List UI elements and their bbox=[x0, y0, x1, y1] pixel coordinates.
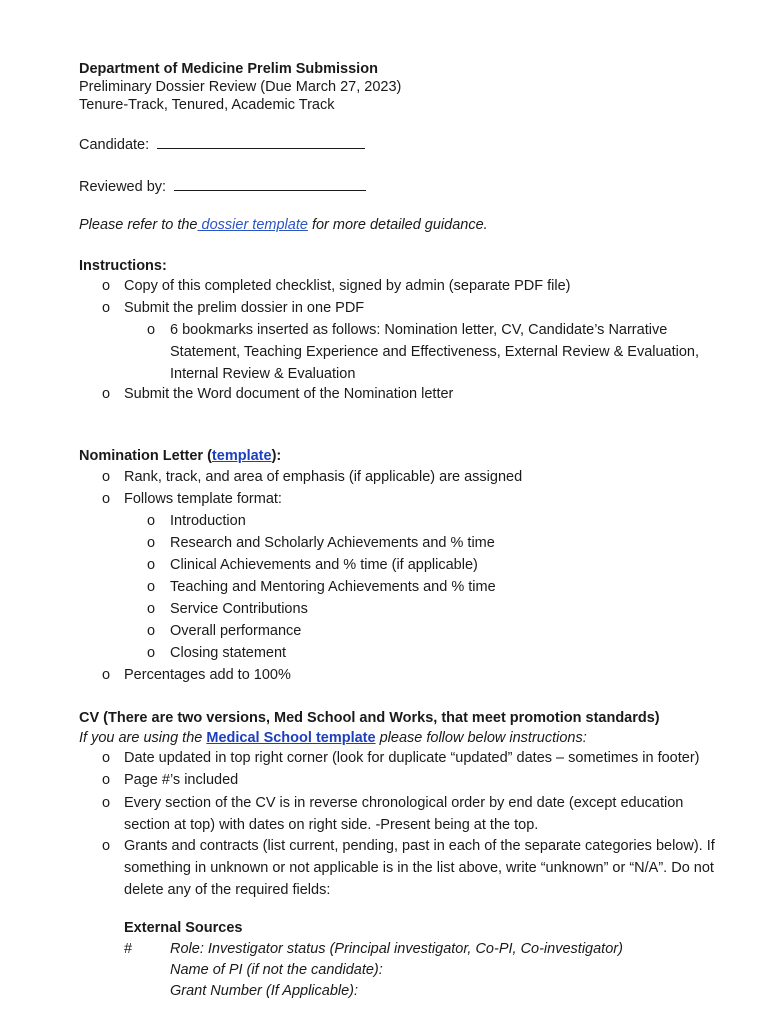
bullet-marker: o bbox=[102, 491, 111, 507]
sub-bullet-marker: o bbox=[147, 579, 156, 595]
bullet-marker: o bbox=[102, 300, 111, 316]
nomination-heading bbox=[79, 447, 281, 465]
nomination-item-2: Follows template format: bbox=[124, 491, 282, 507]
candidate-label: Candidate: bbox=[79, 137, 150, 153]
cv-item-1: Date updated in top right corner (look for duplicate “updated” dates – sometimes in footer) bbox=[124, 750, 700, 766]
nomination-sub-item: Teaching and Mentoring Achievements and % time bbox=[170, 579, 496, 595]
sub-bullet-marker: o bbox=[147, 601, 156, 617]
bullet-marker: o bbox=[102, 750, 111, 766]
nomination-heading-prefix: Nomination Letter ( bbox=[79, 448, 212, 464]
bullet-marker: o bbox=[102, 772, 111, 788]
cv-intro-suffix: please follow below instructions: bbox=[375, 730, 587, 746]
bullet-marker: o bbox=[102, 795, 111, 811]
reviewed-by-blank-line[interactable] bbox=[174, 176, 366, 191]
nomination-sub-item: Overall performance bbox=[170, 623, 302, 639]
candidate-field bbox=[79, 134, 365, 154]
guidance-note bbox=[79, 216, 488, 234]
medical-school-template-link[interactable]: Medical School template bbox=[206, 730, 376, 746]
cv-intro-prefix: If you are using the bbox=[79, 730, 207, 746]
hash-marker: # bbox=[124, 941, 133, 957]
sub-bullet-marker: o bbox=[147, 645, 156, 661]
bullet-marker: o bbox=[102, 278, 111, 294]
sub-bullet-marker: o bbox=[147, 557, 156, 573]
pi-name-line: Name of PI (if not the candidate): bbox=[170, 962, 383, 978]
cv-intro bbox=[79, 729, 587, 747]
sub-bullet-marker: o bbox=[147, 322, 156, 338]
nomination-sub-item: Research and Scholarly Achievements and % time bbox=[170, 535, 495, 551]
reviewed-by-field bbox=[79, 176, 366, 196]
nomination-item-3: Percentages add to 100% bbox=[124, 667, 291, 683]
bullet-marker: o bbox=[102, 667, 111, 683]
document-tracks: Tenure-Track, Tenured, Academic Track bbox=[79, 97, 335, 113]
document-subtitle: Preliminary Dossier Review (Due March 27, 2023) bbox=[79, 79, 402, 95]
document-title: Department of Medicine Prelim Submission bbox=[79, 61, 378, 77]
cv-item-3: Every section of the CV is in reverse chronological order by end date (except education section at top) with dates on right side. -Present being at the top. bbox=[124, 795, 684, 833]
sub-bullet-marker: o bbox=[147, 623, 156, 639]
instructions-item-1: Copy of this completed checklist, signed by admin (separate PDF file) bbox=[124, 278, 571, 294]
bullet-marker: o bbox=[102, 469, 111, 485]
nomination-template-link[interactable]: template bbox=[211, 448, 272, 464]
sub-bullet-marker: o bbox=[147, 535, 156, 551]
nomination-sub-item: Service Contributions bbox=[170, 601, 308, 617]
candidate-blank-line[interactable] bbox=[157, 134, 365, 149]
role-line: Role: Investigator status (Principal investigator, Co-PI, Co-investigator) bbox=[170, 941, 623, 957]
cv-heading: CV (There are two versions, Med School and Works, that meet promotion standards) bbox=[79, 710, 660, 726]
nomination-heading-suffix: ): bbox=[271, 448, 282, 464]
sub-bullet-marker: o bbox=[147, 513, 156, 529]
dossier-template-link[interactable]: dossier template bbox=[197, 217, 308, 233]
bullet-marker: o bbox=[102, 838, 111, 854]
nomination-sub-item: Clinical Achievements and % time (if applicable) bbox=[170, 557, 478, 573]
guidance-suffix: for more detailed guidance. bbox=[307, 217, 488, 233]
external-sources-heading: External Sources bbox=[124, 920, 243, 936]
cv-item-4: Grants and contracts (list current, pending, past in each of the separate categories below). If something in unknown or not applicable is in the list above, write “unknown” or “N/A”. Do not delete any of the required fields: bbox=[124, 838, 715, 898]
instructions-item-2-sub: 6 bookmarks inserted as follows: Nomination letter, CV, Candidate’s Narrative Statement, Teaching Experience and Effectiveness, External Review & Evaluation, Internal Review & Evaluation bbox=[170, 322, 700, 382]
cv-item-2: Page #’s included bbox=[124, 772, 239, 788]
guidance-prefix: Please refer to the bbox=[79, 217, 198, 233]
nomination-sub-item: Introduction bbox=[170, 513, 246, 529]
instructions-heading: Instructions: bbox=[79, 258, 167, 274]
instructions-item-3: Submit the Word document of the Nomination letter bbox=[124, 386, 454, 402]
reviewed-by-label: Reviewed by: bbox=[79, 179, 167, 195]
grant-number-line: Grant Number (If Applicable): bbox=[170, 983, 359, 999]
instructions-item-2: Submit the prelim dossier in one PDF bbox=[124, 300, 365, 316]
bullet-marker: o bbox=[102, 386, 111, 402]
nomination-sub-item: Closing statement bbox=[170, 645, 287, 661]
nomination-item-1: Rank, track, and area of emphasis (if applicable) are assigned bbox=[124, 469, 523, 485]
